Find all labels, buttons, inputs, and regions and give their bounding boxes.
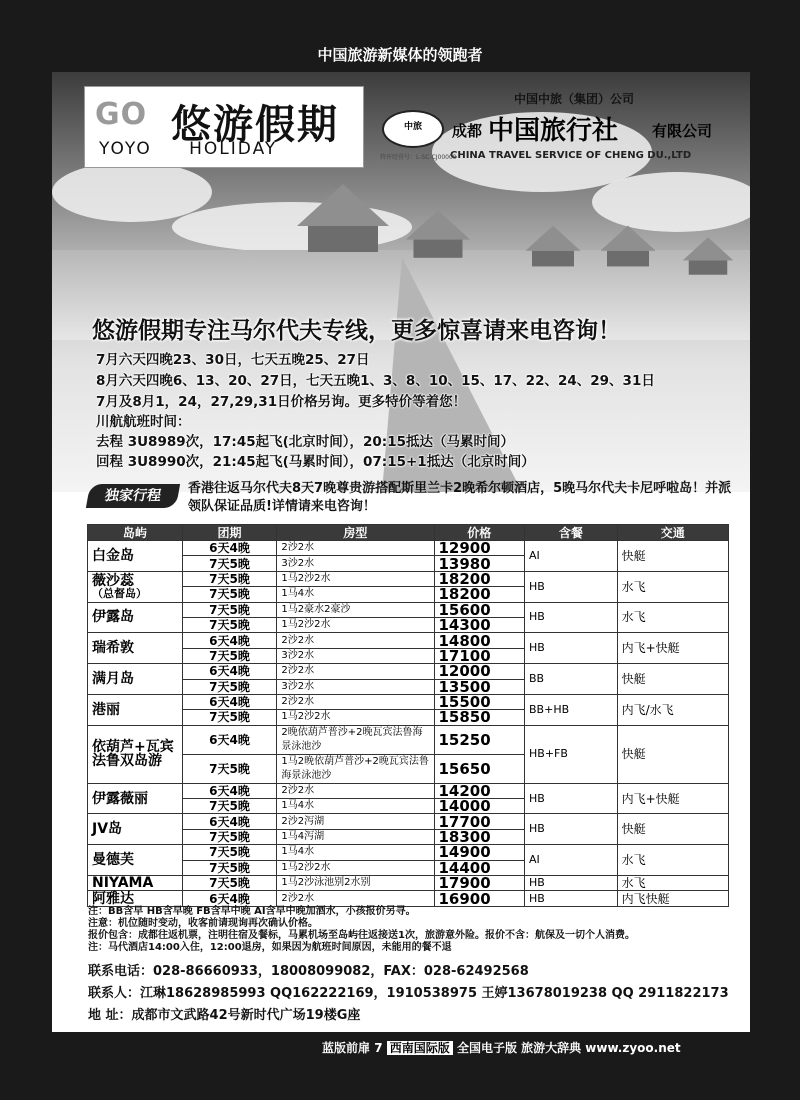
meal-cell: HB [525, 633, 618, 664]
table-row [88, 725, 729, 754]
table-header-row [88, 525, 729, 541]
price-cell: 16900 [434, 891, 525, 906]
table-row [88, 876, 729, 891]
meal-cell: HB [525, 876, 618, 891]
outbound-flight: 去程 3U8989次，17:45起飞(北京时间），20:15抵达（马累时间） [96, 434, 514, 450]
meal-cell: HB [525, 571, 618, 602]
room-cell: 1马2沙泳池别2水别 [277, 876, 434, 891]
note-line: 注：BB含早 HB含早晚 FB含早中晚 AI含早中晚加酒水，小孩报价另寻。 [88, 906, 416, 917]
room-cell: 2沙2水 [277, 633, 434, 648]
agency-prefix: 成都 [452, 122, 483, 140]
island-name: 白金岛 [92, 547, 134, 564]
island-name: JV岛 [92, 821, 123, 838]
transport-cell: 水飞 [617, 602, 728, 633]
price-cell: 13500 [434, 679, 525, 694]
transport-cell: 快艇 [617, 664, 728, 695]
contact-phone: 联系电话：028-86660933，18008099082，FAX：028-62492568 [88, 964, 529, 979]
period-cell: 7天5晚 [182, 648, 277, 663]
exclusive-text: 香港往返马尔代夫8天7晚尊贵游搭配斯里兰卡2晚希尔顿酒店，5晚马尔代夫卡尼呼啦岛！并派领队保证品质!详情请来电咨询！ [188, 481, 732, 514]
table-row [88, 664, 729, 679]
note-line: 注意：机位随时变动，收客前请现询再次确认价格。 [88, 918, 318, 929]
table-row [88, 571, 729, 586]
island-name: 依葫芦+瓦宾法鲁双岛游 [92, 739, 174, 770]
schedule-line: 7月及8月1，24，27,29,31日价格另询。更多特价等着您！ [96, 394, 467, 410]
price-cell: 13980 [434, 556, 525, 571]
island-cell [88, 694, 183, 725]
period-cell: 6天4晚 [182, 694, 277, 709]
period-cell: 6天4晚 [182, 891, 277, 906]
island-name: 阿雅达 [92, 890, 134, 907]
room-cell: 2沙2水 [277, 694, 434, 709]
agency-suffix: 有限公司 [652, 122, 713, 140]
table-row [88, 891, 729, 906]
header-period: 团期 [182, 525, 277, 541]
period-cell: 7天5晚 [182, 799, 277, 814]
meal-cell: AI [525, 541, 618, 572]
notes [88, 906, 738, 954]
price-cell: 14400 [434, 860, 525, 875]
footer-edition: 西南国际版 [387, 1041, 453, 1055]
transport-cell: 水飞 [617, 876, 728, 891]
table-row [88, 783, 729, 798]
note-line: 报价包含：成都往返机票，注明往宿及餐标，马累机场至岛屿往返接送1次，旅游意外险。报价不含：航保及一切个人消费。 [88, 930, 635, 941]
price-cell: 14000 [434, 799, 525, 814]
table-row [88, 694, 729, 709]
transport-cell: 快艇 [617, 541, 728, 572]
price-cell: 17900 [434, 876, 525, 891]
room-cell: 1马2沙2水 [277, 860, 434, 875]
room-cell: 1马4泻湖 [277, 829, 434, 844]
yoyo-holiday-logo [84, 86, 364, 168]
island-cell [88, 725, 183, 783]
price-cell: 14800 [434, 633, 525, 648]
top-slogan: 中国旅游新媒体的领跑者 [317, 46, 483, 64]
footer-section: 蓝版前扉 [322, 1041, 371, 1055]
period-cell: 6天4晚 [182, 541, 277, 556]
agency-license: 特许经营号：L-SC-CJ00009 [380, 154, 457, 161]
transport-cell: 内飞+快艇 [617, 783, 728, 814]
table-row [88, 633, 729, 648]
price-table [87, 524, 729, 907]
footer-page-number: 7 [374, 1041, 383, 1055]
meal-cell: BB [525, 664, 618, 695]
price-cell: 17100 [434, 648, 525, 663]
period-cell: 7天5晚 [182, 679, 277, 694]
island-cell [88, 633, 183, 664]
price-cell: 17700 [434, 814, 525, 829]
room-cell: 2沙2水 [277, 891, 434, 906]
schedule-line: 7月六天四晚23、30日，七天五晚25、27日 [96, 352, 370, 368]
table-row [88, 845, 729, 860]
transport-cell: 水飞 [617, 845, 728, 876]
table-row [88, 814, 729, 829]
transport-cell: 快艇 [617, 814, 728, 845]
island-name: 伊露岛 [92, 609, 134, 626]
price-cell: 18200 [434, 587, 525, 602]
price-cell: 14300 [434, 617, 525, 632]
flight-title: 川航航班时间： [96, 414, 191, 430]
period-cell: 7天5晚 [182, 845, 277, 860]
price-cell: 15600 [434, 602, 525, 617]
transport-cell: 快艇 [617, 725, 728, 783]
hero-photo [52, 72, 750, 492]
header-meal: 含餐 [525, 525, 618, 541]
island-name: 瑞希敦 [92, 640, 134, 657]
island-cell [88, 891, 183, 906]
meal-cell: HB [525, 783, 618, 814]
brand-name-cn: 悠游假期 [171, 102, 339, 148]
period-cell: 7天5晚 [182, 710, 277, 725]
header-transport: 交通 [617, 525, 728, 541]
agency-parent: 中国中旅（集团）公司 [514, 92, 635, 106]
period-cell: 7天5晚 [182, 754, 277, 783]
schedule-line: 8月六天四晚6、13、20、27日，七天五晚1、3、8、10、15、17、22、24、29、31日 [96, 373, 655, 389]
room-cell: 1马4水 [277, 587, 434, 602]
meal-cell: BB+HB [525, 694, 618, 725]
room-cell: 3沙2水 [277, 648, 434, 663]
period-cell: 6天4晚 [182, 725, 277, 754]
price-cell: 18300 [434, 829, 525, 844]
meal-cell: HB+FB [525, 725, 618, 783]
agency-logo [380, 86, 730, 166]
room-cell: 2沙2水 [277, 541, 434, 556]
advertisement-page [52, 72, 750, 1032]
island-cell [88, 541, 183, 572]
table-row [88, 541, 729, 556]
period-cell: 7天5晚 [182, 587, 277, 602]
meal-cell: HB [525, 814, 618, 845]
island-name: 港丽 [92, 701, 120, 718]
price-cell: 14900 [434, 845, 525, 860]
price-cell: 15850 [434, 710, 525, 725]
meal-cell: HB [525, 891, 618, 906]
room-cell: 3沙2水 [277, 556, 434, 571]
contact-address: 地 址：成都市文武路42号新时代广场19楼G座 [88, 1008, 361, 1023]
period-cell: 7天5晚 [182, 876, 277, 891]
header-island: 岛屿 [88, 525, 183, 541]
footer-tagline: 全国电子版 旅游大辞典 www.zyoo.net [456, 1041, 681, 1055]
page-footer [322, 1039, 681, 1056]
island-name: 薇沙蕊 [92, 572, 134, 589]
island-cell [88, 602, 183, 633]
go-logo-text: GO [95, 97, 148, 132]
room-cell: 3沙2水 [277, 679, 434, 694]
price-cell: 14200 [434, 783, 525, 798]
header-room: 房型 [277, 525, 434, 541]
room-cell: 2沙2水 [277, 783, 434, 798]
price-cell: 15500 [434, 694, 525, 709]
transport-cell: 内飞+快艇 [617, 633, 728, 664]
island-name: 曼德芙 [92, 852, 134, 869]
headline: 悠游假期专注马尔代夫专线，更多惊喜请来电咨询！ [92, 318, 621, 344]
note-line: 注：马代酒店14:00入住，12:00退房，如果因为航班时间原因，未能用的餐不退 [88, 942, 452, 953]
room-cell: 1马4水 [277, 845, 434, 860]
room-cell: 1马4水 [277, 799, 434, 814]
room-cell: 1马2沙2水 [277, 571, 434, 586]
island-cell [88, 814, 183, 845]
room-cell: 1马2晚依葫芦普沙+2晚瓦宾法鲁海景泳池沙 [277, 754, 434, 783]
transport-cell: 内飞/水飞 [617, 694, 728, 725]
period-cell: 7天5晚 [182, 556, 277, 571]
exclusive-badge: 独家行程 [86, 484, 180, 508]
island-cell [88, 571, 183, 602]
meal-cell: AI [525, 845, 618, 876]
table-row [88, 602, 729, 617]
price-cell: 12000 [434, 664, 525, 679]
meal-cell: HB [525, 602, 618, 633]
island-cell [88, 876, 183, 891]
island-cell [88, 783, 183, 814]
period-cell: 6天4晚 [182, 664, 277, 679]
island-name: NIYAMA [92, 875, 154, 892]
period-cell: 7天5晚 [182, 617, 277, 632]
contact-persons: 联系人：江琳18628985993 QQ162222169，1910538975 王婷13678019238 QQ 2911822173 [88, 986, 729, 1001]
island-name: 满月岛 [92, 671, 134, 688]
agency-name-en: CHINA TRAVEL SERVICE OF CHENG DU.,LTD [450, 150, 692, 161]
island-name: 伊露薇丽 [92, 790, 148, 807]
island-cell [88, 845, 183, 876]
period-cell: 6天4晚 [182, 633, 277, 648]
island-subtitle: （总督岛） [92, 586, 147, 600]
room-cell: 1马2沙2水 [277, 617, 434, 632]
brand-name-en: YOYO HOLIDAY [99, 139, 278, 159]
period-cell: 7天5晚 [182, 860, 277, 875]
room-cell: 2沙2水 [277, 664, 434, 679]
room-cell: 2沙2泻湖 [277, 814, 434, 829]
island-cell [88, 664, 183, 695]
price-cell: 12900 [434, 541, 525, 556]
period-cell: 7天5晚 [182, 829, 277, 844]
price-cell: 18200 [434, 571, 525, 586]
price-cell: 15650 [434, 754, 525, 783]
header-price: 价格 [434, 525, 525, 541]
agency-name: 中国旅行社 [488, 116, 619, 146]
transport-cell: 水飞 [617, 571, 728, 602]
period-cell: 7天5晚 [182, 602, 277, 617]
room-cell: 1马2沙2水 [277, 710, 434, 725]
price-cell: 15250 [434, 725, 525, 754]
room-cell: 2晚依葫芦普沙+2晚瓦宾法鲁海景泳池沙 [277, 725, 434, 754]
cts-emblem-icon: 中旅 [382, 110, 444, 148]
room-cell: 1马2豪水2豪沙 [277, 602, 434, 617]
transport-cell: 内飞快艇 [617, 891, 728, 906]
return-flight: 回程 3U8990次，21:45起飞(马累时间），07:15+1抵达（北京时间） [96, 454, 535, 470]
period-cell: 6天4晚 [182, 783, 277, 798]
period-cell: 7天5晚 [182, 571, 277, 586]
period-cell: 6天4晚 [182, 814, 277, 829]
